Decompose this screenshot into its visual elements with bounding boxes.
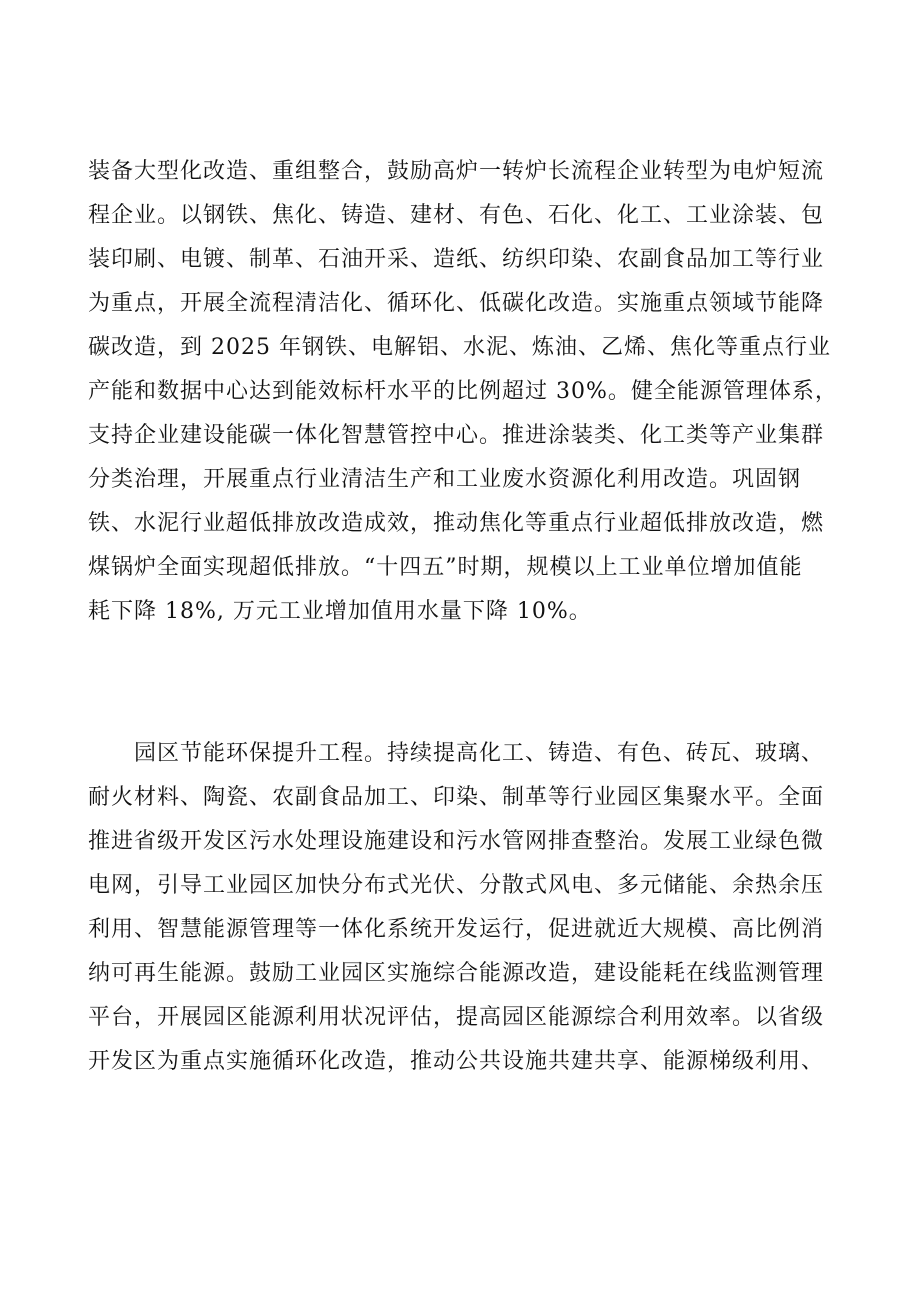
text-line: 为重点，开展全流程清洁化、循环化、低碳化改造。实施重点领域节能降: [88, 291, 825, 316]
text-line: 耐火材料、陶瓷、农副食品加工、印染、制革等行业园区集聚水平。全面: [88, 785, 825, 810]
text-line: 装印刷、电镀、制革、石油开采、造纸、纺织印染、农副食品加工等行业: [88, 247, 825, 272]
text-line: 开发区为重点实施循环化改造，推动公共设施共建共享、能源梯级利用、: [88, 1049, 825, 1074]
text-line: 支持企业建设能碳一体化智慧管控中心。推进涂装类、化工类等产业集群: [88, 423, 825, 448]
text-line: 利用、智慧能源管理等一体化系统开发运行，促进就近大规模、高比例消: [88, 917, 825, 942]
text-line: 产能和数据中心达到能效标杆水平的比例超过 30%。健全能源管理体系，: [88, 379, 838, 404]
text-line: 分类治理，开展重点行业清洁生产和工业废水资源化利用改造。巩固钢: [88, 467, 802, 492]
text-line: 园区节能环保提升工程。持续提高化工、铸造、有色、砖瓦、玻璃、: [88, 741, 825, 766]
text-line: 装备大型化改造、重组整合，鼓励高炉一转炉长流程企业转型为电炉短流: [88, 159, 825, 184]
text-line: 耗下降 18%, 万元工业增加值用水量下降 10%。: [88, 599, 592, 624]
text-line: 碳改造，到 2025 年钢铁、电解铝、水泥、炼油、乙烯、焦化等重点行业: [88, 335, 831, 360]
paragraph-park-energy-saving: [88, 732, 848, 1084]
text-line: 电网，引导工业园区加快分布式光伏、分散式风电、多元储能、余热余压: [88, 873, 825, 898]
text-line: 推进省级开发区污水处理设施建设和污水管网排查整治。发展工业绿色微: [88, 829, 825, 854]
text-line: 铁、水泥行业超低排放改造成效，推动焦化等重点行业超低排放改造，燃: [88, 511, 825, 536]
text-line: 煤锅炉全面实现超低排放。“十四五”时期，规模以上工业单位增加值能: [88, 555, 803, 580]
text-line: 纳可再生能源。鼓励工业园区实施综合能源改造，建设能耗在线监测管理: [88, 961, 825, 986]
text-line: 程企业。以钢铁、焦化、铸造、建材、有色、石化、化工、工业涂装、包: [88, 203, 825, 228]
text-line: 平台，开展园区能源利用状况评估，提高园区能源综合利用效率。以省级: [88, 1005, 825, 1030]
paragraph-industry-upgrade: [88, 150, 848, 634]
